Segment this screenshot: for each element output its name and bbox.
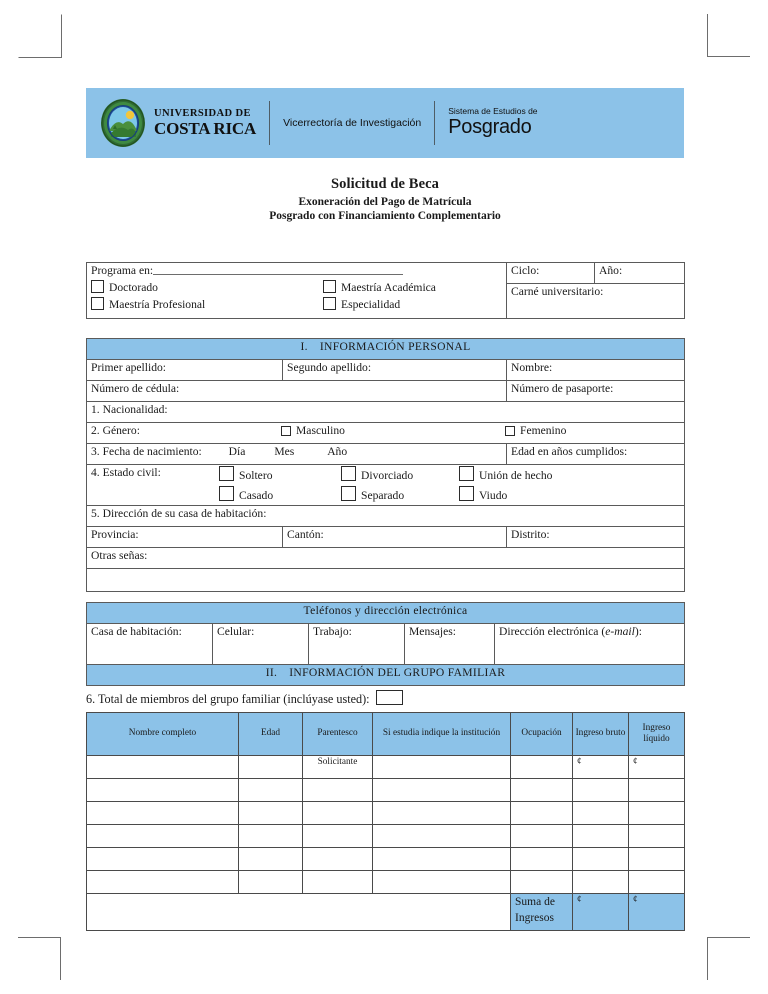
option-union-de-hecho-label: Unión de hecho (479, 469, 553, 482)
option-maestria-academica[interactable] (323, 280, 436, 296)
cell-parentesco[interactable] (303, 825, 373, 848)
option-maestria-profesional-label: Maestría Profesional (109, 297, 206, 311)
option-especialidad-label: Especialidad (341, 297, 401, 311)
section-title-telefonos: Teléfonos y dirección electrónica (303, 604, 468, 617)
option-separado[interactable] (341, 486, 459, 504)
cell-ingreso-liquido[interactable] (629, 779, 685, 802)
primer-apellido-label: Primer apellido: (91, 361, 167, 374)
suma-ingresos-label: Suma de Ingresos (511, 894, 573, 931)
ciclo-field[interactable] (507, 263, 595, 284)
table-row[interactable] (87, 779, 685, 802)
cell-edad[interactable] (239, 825, 303, 848)
telefono-celular-label: Celular: (217, 625, 255, 638)
informacion-personal-block (86, 338, 685, 592)
col-institucion: Si estudia indique la institución (373, 713, 511, 756)
telefono-celular-field[interactable] (213, 624, 309, 665)
direccion-label: 5. Dirección de su casa de habitación: (91, 506, 267, 520)
cell-ocupacion[interactable] (511, 848, 573, 871)
provincia-field[interactable] (87, 526, 283, 547)
suma-ingresos-liquido[interactable]: ¢ (629, 894, 685, 931)
distrito-label: Distrito: (511, 527, 550, 541)
cell-institucion[interactable] (373, 802, 511, 825)
otras-senas-field[interactable] (87, 547, 685, 568)
option-femenino-label: Femenino (520, 424, 567, 437)
cell-parentesco[interactable] (303, 779, 373, 802)
suma-ingresos-bruto[interactable]: ¢ (573, 894, 629, 931)
estado-civil-line-2 (91, 486, 680, 504)
col-parentesco: Parentesco (303, 713, 373, 756)
cell-ingreso-bruto[interactable] (573, 825, 629, 848)
numero-cedula-field[interactable] (87, 381, 507, 402)
cell-ocupacion[interactable] (511, 802, 573, 825)
option-viudo-label: Viudo (479, 488, 508, 502)
option-especialidad[interactable] (323, 297, 400, 313)
cell-parentesco[interactable] (303, 871, 373, 894)
ciclo-label: Ciclo: (511, 264, 540, 277)
crop-mark-top-right (707, 14, 750, 57)
nacionalidad-field[interactable] (87, 402, 685, 423)
cell-edad[interactable] (239, 779, 303, 802)
cell-nombre[interactable] (87, 756, 239, 779)
table-total-row (87, 894, 685, 931)
telefono-mensajes-label: Mensajes: (409, 625, 457, 638)
page-title-block (86, 176, 684, 222)
crop-mark-top-left (18, 14, 62, 58)
page-title: Solicitud de Beca (330, 176, 440, 192)
option-doctorado[interactable] (91, 280, 323, 296)
sep-line2: Posgrado (448, 116, 532, 139)
cell-ocupacion[interactable] (511, 779, 573, 802)
programa-table (86, 262, 685, 319)
table-header-row (87, 713, 685, 756)
edad-label: Edad en años cumplidos: (511, 445, 628, 458)
telefono-trabajo-label: Trabajo: (313, 625, 352, 638)
cell-institucion[interactable] (373, 756, 511, 779)
email-field[interactable] (495, 624, 685, 665)
masthead-banner (86, 88, 684, 158)
carne-field[interactable] (507, 284, 685, 319)
section-number-i: I. (300, 340, 308, 353)
option-soltero[interactable] (219, 466, 341, 484)
sep-line1: Sistema de Estudios de (448, 106, 538, 117)
section-header-familiar (87, 665, 685, 686)
option-masculino-label: Masculino (296, 424, 345, 437)
cell-ingreso-liquido[interactable]: ¢ (629, 756, 685, 779)
email-label-italic: e-mail (605, 625, 635, 638)
telefono-trabajo-field[interactable] (309, 624, 405, 665)
checkbox-maestria-profesional[interactable] (91, 297, 104, 310)
mes-label: Mes (274, 445, 295, 458)
checkbox-viudo[interactable] (459, 486, 474, 501)
programa-label-row (91, 264, 502, 279)
dia-label: Día (228, 445, 246, 458)
telefonos-table (86, 602, 685, 686)
cell-ingreso-bruto[interactable] (573, 848, 629, 871)
cell-edad[interactable] (239, 756, 303, 779)
segundo-apellido-label: Segundo apellido: (287, 361, 372, 374)
option-casado-label: Casado (239, 488, 274, 502)
cell-nombre[interactable] (87, 802, 239, 825)
total-row-blank (87, 894, 511, 931)
provincia-label: Provincia: (91, 527, 139, 541)
cell-ocupacion[interactable] (511, 871, 573, 894)
grupo-familiar-block (86, 712, 685, 931)
cell-institucion[interactable] (373, 779, 511, 802)
telefono-casa-label: Casa de habitación: (91, 625, 182, 638)
cell-nombre[interactable] (87, 779, 239, 802)
cell-nombre[interactable] (87, 825, 239, 848)
page-subtitle-1: Exoneración del Pago de Matrícula (298, 196, 472, 208)
cell-ingreso-liquido[interactable] (629, 802, 685, 825)
fecha-nacimiento-label: 3. Fecha de nacimiento: (91, 445, 202, 458)
masthead-divider-1 (269, 101, 270, 145)
distrito-field[interactable] (507, 526, 685, 547)
cell-ingreso-liquido[interactable] (629, 825, 685, 848)
cell-edad[interactable] (239, 848, 303, 871)
table-row[interactable] (87, 802, 685, 825)
option-masculino[interactable] (281, 424, 505, 439)
option-femenino[interactable] (505, 424, 566, 439)
col-edad: Edad (239, 713, 303, 756)
estado-civil-line-1 (91, 466, 680, 484)
programa-cell[interactable] (87, 263, 507, 319)
table-row[interactable] (87, 756, 685, 779)
programa-label: Programa en: (91, 264, 154, 277)
numero-pasaporte-field[interactable] (507, 381, 685, 402)
table-row[interactable] (87, 871, 685, 894)
nacionalidad-label: 1. Nacionalidad: (91, 403, 168, 416)
nombre-label: Nombre: (511, 361, 553, 374)
telefono-mensajes-field[interactable] (405, 624, 495, 665)
crop-mark-bottom-right (707, 937, 750, 980)
anio-label: Año: (599, 264, 623, 277)
cell-ingreso-bruto[interactable] (573, 871, 629, 894)
canton-label: Cantón: (287, 527, 324, 541)
estado-civil-row (87, 465, 685, 506)
option-maestria-academica-label: Maestría Académica (341, 280, 436, 294)
telefonos-block (86, 602, 685, 686)
pregunta-6-row (86, 690, 403, 707)
cell-institucion[interactable] (373, 848, 511, 871)
checkbox-doctorado[interactable] (91, 280, 104, 293)
cell-ingreso-liquido[interactable] (629, 871, 685, 894)
anio-nacimiento-label: Año (327, 445, 348, 458)
section-title-familiar: INFORMACIÓN DEL GRUPO FAMILIAR (289, 666, 506, 679)
cell-ingreso-bruto[interactable] (573, 802, 629, 825)
checkbox-casado[interactable] (219, 486, 234, 501)
checkbox-divorciado[interactable] (341, 466, 356, 481)
email-label-post: ): (634, 625, 642, 638)
cell-parentesco[interactable]: Solicitante (303, 756, 373, 779)
option-maestria-profesional[interactable] (91, 297, 323, 313)
vicerrectoria-label: Vicerrectoría de Investigación (283, 117, 422, 129)
estado-civil-spacer (91, 486, 219, 504)
programa-options-row-2 (91, 297, 502, 313)
option-doctorado-label: Doctorado (109, 280, 158, 294)
ucr-wordmark (154, 109, 256, 138)
checkbox-union-de-hecho[interactable] (459, 466, 474, 481)
checkbox-separado[interactable] (341, 486, 356, 501)
edad-field[interactable] (507, 444, 685, 465)
estado-civil-label: 4. Estado civil: (91, 466, 161, 479)
telefono-casa-field[interactable] (87, 624, 213, 665)
informacion-personal-table (86, 338, 685, 592)
otras-senas-label: Otras señas: (91, 548, 148, 562)
programa-block (86, 262, 685, 319)
cell-ingreso-bruto[interactable]: ¢ (573, 756, 629, 779)
primer-apellido-field[interactable] (87, 360, 283, 381)
option-casado[interactable] (219, 486, 341, 504)
numero-cedula-label: Número de cédula: (91, 382, 180, 395)
checkbox-masculino[interactable] (281, 426, 291, 436)
col-ingreso-bruto: Ingreso bruto (573, 713, 629, 756)
masthead-divider-2 (434, 101, 435, 145)
email-label-pre: Dirección electrónica ( (499, 625, 606, 638)
option-viudo[interactable] (459, 486, 507, 504)
anio-field[interactable] (595, 263, 685, 284)
grupo-familiar-rows (87, 756, 685, 931)
col-nombre-completo: Nombre completo (87, 713, 239, 756)
ucr-wordmark-line2: COSTA RICA (154, 119, 257, 139)
checkbox-especialidad[interactable] (323, 297, 336, 310)
fecha-nacimiento-field[interactable] (87, 444, 507, 465)
option-separado-label: Separado (361, 488, 405, 502)
cell-institucion[interactable] (373, 871, 511, 894)
cell-edad[interactable] (239, 871, 303, 894)
cell-ingreso-bruto[interactable] (573, 779, 629, 802)
cell-ocupacion[interactable] (511, 825, 573, 848)
cell-nombre[interactable] (87, 848, 239, 871)
cell-edad[interactable] (239, 802, 303, 825)
cell-institucion[interactable] (373, 825, 511, 848)
programa-options-row-1 (91, 280, 502, 296)
direccion-field[interactable] (87, 505, 685, 526)
option-union-de-hecho[interactable] (459, 466, 552, 484)
genero-label: 2. Género: (91, 424, 140, 437)
option-divorciado[interactable] (341, 466, 459, 484)
crop-mark-bottom-left (18, 937, 61, 980)
otras-senas-blank-line[interactable] (87, 568, 685, 591)
cell-parentesco[interactable] (303, 848, 373, 871)
sep-wordmark (448, 107, 537, 139)
ucr-seal-icon (100, 98, 146, 148)
carne-label: Carné universitario: (511, 285, 604, 298)
segundo-apellido-field[interactable] (283, 360, 507, 381)
option-divorciado-label: Divorciado (361, 469, 414, 482)
genero-row (87, 423, 685, 444)
checkbox-soltero[interactable] (219, 466, 234, 481)
col-ingreso-liquido: Ingreso líquido (629, 713, 685, 756)
grupo-familiar-table (86, 712, 685, 931)
col-ocupacion: Ocupación (511, 713, 573, 756)
cell-parentesco[interactable] (303, 802, 373, 825)
checkbox-femenino[interactable] (505, 426, 515, 436)
canton-field[interactable] (283, 526, 507, 547)
cell-ingreso-liquido[interactable] (629, 848, 685, 871)
ucr-wordmark-line1: UNIVERSIDAD DE (154, 107, 251, 119)
cell-ocupacion[interactable] (511, 756, 573, 779)
option-soltero-label: Soltero (239, 469, 273, 482)
programa-fill-line[interactable] (153, 264, 403, 275)
total-miembros-input[interactable] (376, 690, 403, 705)
section-title-personal: INFORMACIÓN PERSONAL (319, 340, 471, 353)
section-header-telefonos (87, 603, 685, 624)
numero-pasaporte-label: Número de pasaporte: (511, 382, 614, 395)
nombre-field[interactable] (507, 360, 685, 381)
checkbox-maestria-academica[interactable] (323, 280, 336, 293)
pregunta-6-label: 6. Total de miembros del grupo familiar (inclúyase usted): (86, 692, 370, 706)
table-row[interactable] (87, 825, 685, 848)
table-row[interactable] (87, 848, 685, 871)
section-number-ii: II. (265, 666, 278, 679)
cell-nombre[interactable] (87, 871, 239, 894)
section-header-personal (87, 339, 685, 360)
page-subtitle-2: Posgrado con Financiamiento Complementario (269, 210, 501, 222)
